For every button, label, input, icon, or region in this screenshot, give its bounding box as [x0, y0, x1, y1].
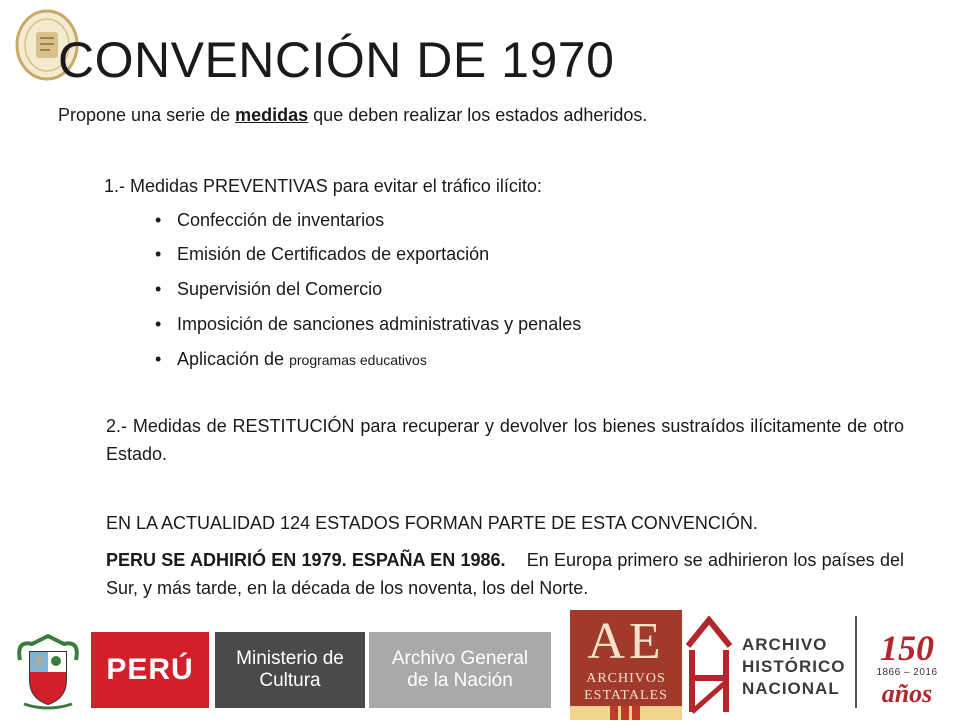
- list-item: [155, 346, 427, 373]
- list-item-text: Emisión de Certificados de exportación: [177, 244, 490, 264]
- archivo-general-line-1: Archivo General: [391, 648, 529, 669]
- intro-after: que deben realizar los estados adheridos.: [308, 105, 648, 125]
- peru-adhesion-rest: En Europa primero se adhirieron los países del Sur, y más tarde, en la década de los noventa, los del Norte.: [106, 550, 904, 598]
- archivo-historico-nacional-logo: [742, 634, 845, 700]
- peru-coat-of-arms-icon: [12, 630, 84, 710]
- list-item-text: Imposición de sanciones administrativas y penales: [177, 314, 582, 334]
- anniversary-years: 1866 – 2016: [876, 667, 938, 678]
- ae-letters: AE: [587, 613, 665, 670]
- intro-text: [58, 102, 647, 128]
- list-item-text: Confección de inventarios: [177, 210, 385, 230]
- list-item: [155, 241, 489, 267]
- list-item-text: Supervisión del Comercio: [177, 279, 383, 299]
- ae-line-1: ARCHIVOS: [586, 671, 666, 686]
- list-item: [155, 276, 382, 302]
- intro-emph: medidas: [235, 105, 309, 125]
- archivo-general-logo: [369, 632, 551, 708]
- ahn-monogram-icon: [684, 616, 734, 716]
- bullet-icon: •: [155, 210, 162, 230]
- ministerio-cultura-logo: [215, 632, 365, 708]
- list-item-small-text: programas educativos: [289, 352, 427, 368]
- ae-line-2: ESTATALES: [584, 688, 668, 703]
- anniversary-number: 150: [880, 628, 934, 668]
- anniversary-word: años: [881, 679, 933, 708]
- slide-title: CONVENCIÓN DE 1970: [58, 32, 615, 88]
- intro-before: Propone una serie de: [58, 105, 236, 125]
- list-item-text: Aplicación de: [177, 349, 290, 369]
- ministerio-line-2: Cultura: [259, 670, 321, 691]
- archivos-estatales-logo: [570, 610, 682, 720]
- peru-adhesion-bold: PERU SE ADHIRIÓ EN 1979. ESPAÑA EN 1986.: [106, 550, 506, 570]
- peru-adhesion-text: [106, 546, 904, 602]
- list-item: [155, 207, 384, 233]
- peru-brand-logo: PERÚ: [91, 632, 209, 708]
- list-item: [155, 311, 581, 337]
- ahn-line-3: NACIONAL: [742, 679, 840, 698]
- bullet-icon: •: [155, 279, 162, 299]
- ahn-line-1: ARCHIVO: [742, 635, 828, 654]
- bullet-icon: •: [155, 314, 162, 334]
- ae-flag-strip: [570, 706, 682, 720]
- logo-divider: [855, 616, 857, 708]
- measure-restitution: 2.- Medidas de RESTITUCIÓN para recuperar y devolver los bienes sustraídos ilícitamente de otro Estado.: [106, 416, 904, 464]
- archivo-general-line-2: de la Nación: [407, 670, 513, 691]
- ministerio-line-1: Ministerio de: [236, 648, 344, 669]
- bullet-icon: •: [155, 349, 162, 369]
- anniversary-logo: [866, 630, 948, 708]
- actualidad-text: EN LA ACTUALIDAD 124 ESTADOS FORMAN PARTE DE ESTA CONVENCIÓN.: [106, 513, 758, 533]
- ahn-line-2: HISTÓRICO: [742, 657, 846, 676]
- bullet-icon: •: [155, 244, 162, 264]
- measure-preventive: 1.- Medidas PREVENTIVAS para evitar el tráfico ilícito:: [104, 176, 542, 196]
